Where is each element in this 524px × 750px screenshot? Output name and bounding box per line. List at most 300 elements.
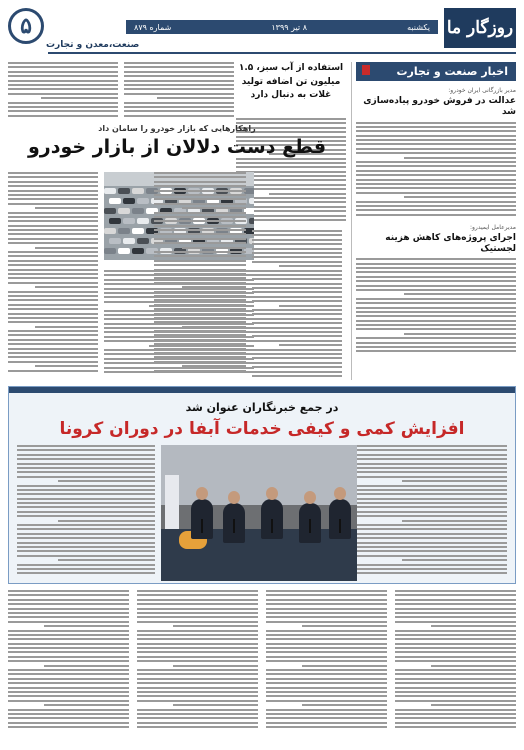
text-line xyxy=(356,174,516,176)
text-line xyxy=(137,599,258,601)
text-line xyxy=(17,476,155,478)
text-line xyxy=(8,88,118,90)
text-line xyxy=(357,471,507,473)
text-line xyxy=(35,365,98,367)
text-line xyxy=(8,356,98,358)
news-column-title-text: اخبار صنعت و تجارت xyxy=(396,65,508,78)
text-line xyxy=(154,203,246,205)
text-line xyxy=(357,555,507,557)
text-line xyxy=(17,467,155,469)
text-line xyxy=(252,335,342,337)
masthead xyxy=(8,8,516,56)
text-line xyxy=(252,322,342,324)
text-line xyxy=(356,183,516,185)
text-line xyxy=(252,283,342,285)
text-line xyxy=(137,594,258,596)
text-line xyxy=(8,638,129,640)
text-line xyxy=(8,339,98,341)
text-line xyxy=(356,139,516,141)
text-line xyxy=(8,700,129,702)
text-line xyxy=(17,515,155,517)
feature-box xyxy=(8,386,516,584)
text-line xyxy=(104,310,254,312)
text-line xyxy=(266,722,387,724)
text-line xyxy=(357,533,507,535)
text-line xyxy=(357,489,507,491)
text-line xyxy=(104,331,254,333)
text-line xyxy=(8,361,98,363)
text-line xyxy=(395,590,516,592)
text-line xyxy=(356,328,516,330)
text-line xyxy=(154,176,246,178)
text-line xyxy=(124,102,234,104)
text-line xyxy=(137,643,258,645)
text-line xyxy=(137,660,258,662)
text-line xyxy=(356,307,516,309)
text-line xyxy=(149,345,254,347)
text-line xyxy=(137,656,258,658)
text-line xyxy=(252,248,342,250)
text-line xyxy=(252,366,342,368)
text-line xyxy=(8,695,129,697)
text-line xyxy=(395,695,516,697)
text-line xyxy=(124,115,234,117)
text-line xyxy=(8,93,118,95)
text-line xyxy=(8,62,118,64)
text-line xyxy=(8,66,118,68)
text-line xyxy=(124,88,234,90)
text-line xyxy=(356,311,516,313)
car-shape xyxy=(137,238,149,244)
text-line xyxy=(356,179,516,181)
text-line xyxy=(8,330,98,332)
car-shape xyxy=(104,188,116,194)
text-line xyxy=(357,546,507,548)
text-line xyxy=(302,665,387,667)
text-line xyxy=(17,489,155,491)
text-line xyxy=(252,291,342,293)
text-line xyxy=(357,449,507,451)
text-line xyxy=(137,630,258,632)
person-head xyxy=(334,487,346,500)
text-column xyxy=(8,62,118,117)
text-line xyxy=(154,194,246,196)
text-line xyxy=(8,181,98,183)
text-line xyxy=(8,75,118,77)
text-line xyxy=(395,594,516,596)
text-line xyxy=(8,348,98,350)
feature-text xyxy=(17,445,155,581)
text-line xyxy=(266,669,387,671)
text-line xyxy=(104,340,254,342)
text-line xyxy=(154,238,246,240)
text-line xyxy=(137,695,258,697)
text-line xyxy=(8,80,118,82)
text-line xyxy=(395,687,516,689)
day-label: یکشنبه xyxy=(407,22,430,32)
text-line xyxy=(252,296,342,298)
car-shape xyxy=(249,198,254,204)
text-line xyxy=(8,313,98,315)
text-line xyxy=(8,198,98,200)
text-line xyxy=(356,280,516,282)
text-line xyxy=(266,608,387,610)
main-story-header xyxy=(8,124,346,168)
text-line xyxy=(266,651,387,653)
text-line xyxy=(124,84,234,86)
text-line xyxy=(395,673,516,675)
text-line xyxy=(356,285,516,287)
text-line xyxy=(8,594,129,596)
car-shape xyxy=(104,208,116,214)
text-line xyxy=(266,590,387,592)
text-line xyxy=(104,349,254,351)
text-line xyxy=(402,559,507,561)
text-line xyxy=(104,371,254,373)
text-line xyxy=(356,152,516,154)
text-line xyxy=(58,559,155,561)
text-line xyxy=(252,331,342,333)
text-line xyxy=(357,502,507,504)
text-line xyxy=(137,717,258,719)
text-line xyxy=(17,454,155,456)
main-story-overline: راهکارهایی که بازار خودرو را سامان داد xyxy=(98,124,256,133)
text-line xyxy=(266,594,387,596)
text-line xyxy=(137,608,258,610)
text-line xyxy=(104,274,254,276)
text-line xyxy=(252,230,342,232)
text-line xyxy=(252,318,342,320)
text-line xyxy=(252,300,342,302)
text-line xyxy=(8,321,98,323)
text-line xyxy=(356,135,516,137)
section-name: صنعت،معدن و تجارت xyxy=(46,40,140,50)
text-line xyxy=(356,276,516,278)
text-line xyxy=(252,371,342,373)
text-line xyxy=(395,612,516,614)
text-line xyxy=(404,333,516,335)
text-line xyxy=(266,630,387,632)
text-line xyxy=(137,669,258,671)
text-line xyxy=(8,643,129,645)
text-line xyxy=(104,336,254,338)
text-line xyxy=(357,493,507,495)
text-line xyxy=(266,713,387,715)
feature-headline[interactable]: افزایش کمی و کیفی خدمات آبفا در دوران کرونا xyxy=(59,419,465,439)
news-kicker: مدیرعامل ایمیدرو: xyxy=(470,223,516,231)
car-shape xyxy=(118,208,130,214)
text-line xyxy=(8,106,118,108)
text-line xyxy=(17,445,155,447)
text-line xyxy=(154,198,246,200)
text-line xyxy=(17,458,155,460)
text-line xyxy=(8,291,98,293)
text-line xyxy=(356,161,516,163)
text-line xyxy=(17,524,155,526)
microphone-icon xyxy=(309,519,311,533)
text-line xyxy=(8,352,98,354)
text-line xyxy=(8,343,98,345)
car-shape xyxy=(118,188,130,194)
text-line xyxy=(356,170,516,172)
text-line xyxy=(35,286,98,288)
text-line xyxy=(182,207,246,209)
text-line xyxy=(104,301,254,303)
text-line xyxy=(266,726,387,728)
text-line xyxy=(41,97,118,99)
text-line xyxy=(252,234,342,236)
text-line xyxy=(252,340,342,342)
text-line xyxy=(8,682,129,684)
text-line xyxy=(404,196,516,198)
lead-story-headline-text: استفاده از آب سبز، ۱.۵ میلیون تن اضافه تولید غلات به دنبال دارد xyxy=(238,63,344,100)
news-body-text xyxy=(356,258,516,352)
car-shape xyxy=(109,198,121,204)
date-label: ۸ تیر ۱۳۹۹ xyxy=(271,22,307,32)
text-line xyxy=(266,634,387,636)
text-line xyxy=(356,148,516,150)
text-line xyxy=(395,700,516,702)
text-line xyxy=(8,678,129,680)
text-line xyxy=(356,122,516,124)
text-line xyxy=(252,309,342,311)
text-line xyxy=(395,660,516,662)
text-line xyxy=(302,704,387,706)
text-line xyxy=(395,608,516,610)
text-line xyxy=(17,572,155,574)
text-line xyxy=(137,682,258,684)
text-line xyxy=(154,190,246,192)
text-line xyxy=(395,603,516,605)
person-head xyxy=(266,487,278,500)
text-line xyxy=(17,506,155,508)
text-line xyxy=(137,603,258,605)
car-shape xyxy=(132,188,144,194)
car-shape xyxy=(123,238,135,244)
text-line xyxy=(173,625,258,627)
text-line xyxy=(154,233,246,235)
car-shape xyxy=(104,228,116,234)
text-line xyxy=(124,75,234,77)
text-line xyxy=(356,320,516,322)
text-line xyxy=(8,84,118,86)
text-line xyxy=(357,476,507,478)
text-line xyxy=(357,542,507,544)
text-line xyxy=(266,717,387,719)
text-line xyxy=(402,480,507,482)
text-line xyxy=(357,458,507,460)
text-line xyxy=(154,172,246,174)
text-line xyxy=(395,643,516,645)
text-line xyxy=(124,93,234,95)
text-line xyxy=(266,621,387,623)
text-line xyxy=(266,647,387,649)
text-line xyxy=(137,651,258,653)
text-line xyxy=(395,709,516,711)
text-line xyxy=(357,506,507,508)
text-line xyxy=(236,118,346,120)
main-story-text xyxy=(104,270,254,380)
text-line xyxy=(252,353,342,355)
text-line xyxy=(266,709,387,711)
press-conference-photo xyxy=(161,445,357,581)
text-line xyxy=(266,660,387,662)
text-line xyxy=(266,612,387,614)
text-line xyxy=(356,263,516,265)
text-line xyxy=(104,327,254,329)
text-line xyxy=(356,346,516,348)
text-line xyxy=(266,687,387,689)
text-line xyxy=(404,293,516,295)
car-shape xyxy=(123,218,135,224)
text-line xyxy=(356,187,516,189)
text-line xyxy=(266,603,387,605)
text-line xyxy=(252,252,342,254)
text-line xyxy=(8,176,98,178)
text-line xyxy=(279,265,342,267)
text-line xyxy=(395,638,516,640)
text-line xyxy=(17,533,155,535)
text-line xyxy=(8,634,129,636)
text-line xyxy=(17,555,155,557)
news-headline[interactable]: عدالت در فروش خودرو پیاده‌سازی شد xyxy=(363,96,516,118)
text-line xyxy=(154,185,246,187)
text-line xyxy=(154,181,246,183)
text-line xyxy=(104,367,254,369)
text-line xyxy=(104,292,254,294)
text-line xyxy=(356,289,516,291)
text-line xyxy=(356,143,516,145)
text-line xyxy=(17,564,155,566)
text-line xyxy=(137,612,258,614)
text-line xyxy=(154,225,246,227)
text-line xyxy=(357,515,507,517)
photo-wall xyxy=(161,445,357,505)
text-line xyxy=(395,717,516,719)
text-line xyxy=(124,110,234,112)
text-line xyxy=(252,287,342,289)
text-line xyxy=(395,599,516,601)
page-badge xyxy=(8,8,140,56)
header-rule xyxy=(48,52,516,54)
text-line xyxy=(137,678,258,680)
person-head xyxy=(196,487,208,500)
text-line xyxy=(8,317,98,319)
page-number: ۵ xyxy=(8,8,44,44)
text-line xyxy=(8,110,118,112)
lead-story-headline[interactable] xyxy=(236,62,346,103)
text-line xyxy=(8,370,98,372)
car-shape xyxy=(109,238,121,244)
text-line xyxy=(8,304,98,306)
text-line xyxy=(8,115,118,117)
text-line xyxy=(104,353,254,355)
text-line xyxy=(8,299,98,301)
text-line xyxy=(266,678,387,680)
text-line xyxy=(431,665,516,667)
text-line xyxy=(357,564,507,566)
main-story-headline[interactable]: قطع دست دلالان از بازار خودرو xyxy=(27,136,327,158)
text-line xyxy=(356,258,516,260)
person-head xyxy=(228,491,240,504)
text-line xyxy=(404,157,516,159)
text-line xyxy=(252,327,342,329)
text-line xyxy=(124,80,234,82)
text-line xyxy=(8,616,129,618)
text-line xyxy=(157,97,234,99)
text-line xyxy=(252,261,342,263)
text-line xyxy=(395,647,516,649)
text-line xyxy=(8,612,129,614)
text-line xyxy=(357,463,507,465)
text-line xyxy=(356,209,516,211)
microphone-icon xyxy=(271,519,273,533)
text-line xyxy=(8,220,98,222)
text-line xyxy=(124,71,234,73)
section-marker-icon xyxy=(362,65,370,75)
newspaper-logo: روزگار ما xyxy=(444,8,516,48)
text-column xyxy=(266,590,387,730)
text-line xyxy=(17,546,155,548)
text-line xyxy=(8,264,98,266)
text-line xyxy=(8,308,98,310)
text-line xyxy=(356,271,516,273)
text-line xyxy=(154,212,246,214)
text-line xyxy=(8,673,129,675)
news-headline[interactable]: اجرای پروژه‌های کاهش هزینه لجستیک xyxy=(385,232,516,254)
text-line xyxy=(8,599,129,601)
text-line xyxy=(17,528,155,530)
text-line xyxy=(17,493,155,495)
text-line xyxy=(173,704,258,706)
text-line xyxy=(17,550,155,552)
text-line xyxy=(8,185,98,187)
text-line xyxy=(8,651,129,653)
text-line xyxy=(154,260,246,262)
car-shape xyxy=(132,208,144,214)
text-line xyxy=(8,242,98,244)
text-line xyxy=(8,669,129,671)
text-line xyxy=(17,502,155,504)
text-line xyxy=(356,342,516,344)
text-line xyxy=(124,62,234,64)
text-line xyxy=(104,283,254,285)
text-line xyxy=(44,704,129,706)
text-line xyxy=(104,314,254,316)
text-line xyxy=(395,621,516,623)
text-line xyxy=(8,233,98,235)
text-line xyxy=(431,704,516,706)
text-line xyxy=(357,568,507,570)
text-line xyxy=(8,722,129,724)
text-line xyxy=(266,673,387,675)
text-line xyxy=(357,528,507,530)
text-line xyxy=(266,691,387,693)
text-line xyxy=(35,247,98,249)
main-story-text xyxy=(252,230,342,380)
text-line xyxy=(356,298,516,300)
text-line xyxy=(8,656,129,658)
text-line xyxy=(266,656,387,658)
text-line xyxy=(356,130,516,132)
text-line xyxy=(124,106,234,108)
text-line xyxy=(17,498,155,500)
text-line xyxy=(356,192,516,194)
text-line xyxy=(137,713,258,715)
text-line xyxy=(8,203,98,205)
text-line xyxy=(357,572,507,574)
text-line xyxy=(104,358,254,360)
